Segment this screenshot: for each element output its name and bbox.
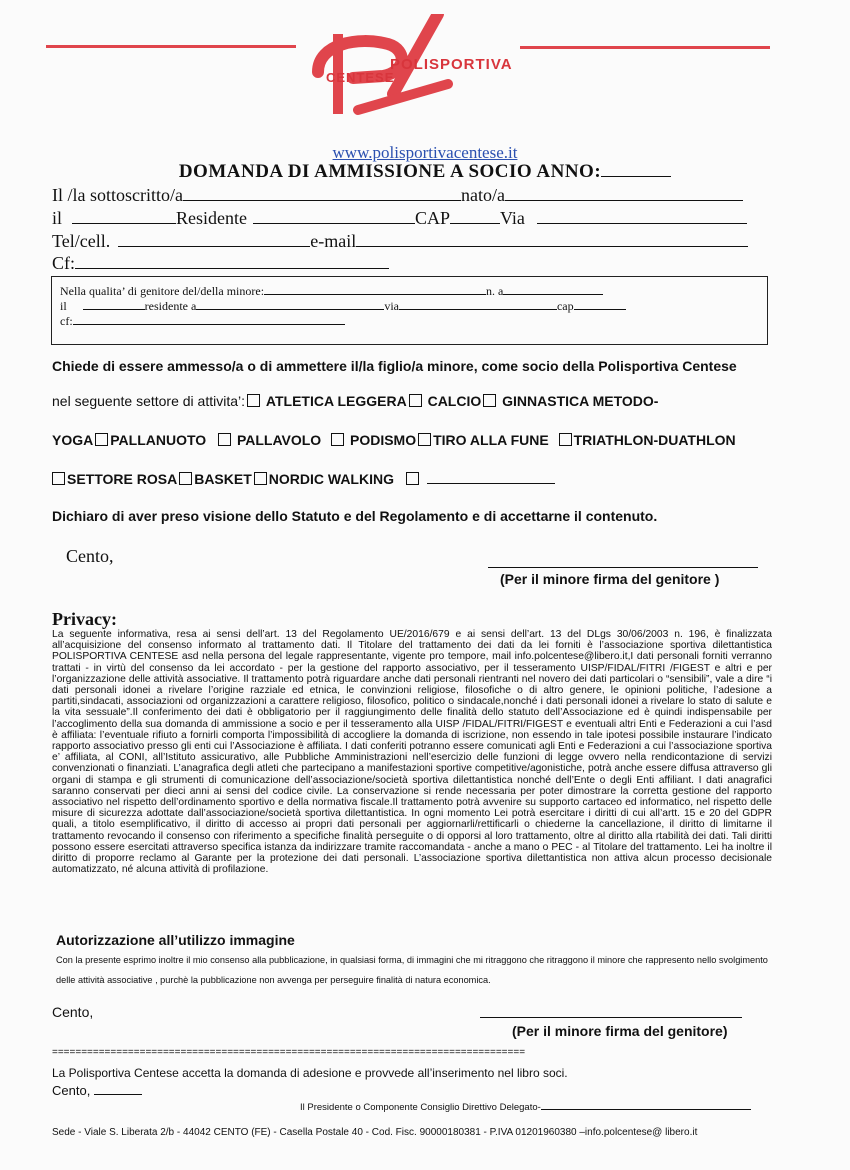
activity-basket: BASKET: [194, 471, 252, 487]
residence-label: Residente: [176, 208, 247, 228]
phone-field[interactable]: [118, 245, 310, 247]
president-signature: [300, 1102, 751, 1113]
activity-atletica: ATLETICA LEGGERA: [265, 393, 407, 409]
guardian-row-3: [60, 314, 345, 329]
minor-born-label: n. a: [486, 284, 504, 298]
minor-birthdate-field[interactable]: [83, 308, 145, 310]
activity-podismo: PODISMO: [349, 432, 417, 448]
residence-field[interactable]: [253, 222, 415, 224]
minor-birthdate-label: il: [60, 299, 67, 313]
checkbox-calcio[interactable]: [409, 394, 422, 407]
activity-tiro-fune: TIRO ALLA FUNE: [433, 432, 549, 448]
signature2-caption: (Per il minore firma del genitore): [512, 1023, 728, 1039]
website-link[interactable]: www.polisportivacentese.it: [332, 143, 518, 162]
privacy-text: La seguente informativa, resa ai sensi dell’art. 13 del Regolamento UE/2016/679 e ai sensi dell’art. 13 del DLgs 30/06/2003 n. 196, è finalizzata all’acquisizione del consenso informato al trattamento dati. Il Titolare del trattamento dei dati da lei forniti è l’associazione sportiva dilettantistica POLISPORTIVA CENTESE asd nella persona del legale rappresentante, vigente pro tempore, mail info.polcentese@libero.it,I dati personali forniti verranno trattati - in virtù del consenso da lei accordato - per la gestione del rapporto associativo, per il tesseramento UISP/FIDAL/FITRI /FIGEST e altri e per l’organizzazione delle attività associative. Il trattamento potrà riguardare anche dati personali rientranti nel novero dei dati particolari o “sensibili”, vale a dire “i dati personali idonei a rivelare l’origine razziale ed etnica, le convinzioni religiose, filosofiche o di altro genere, le opinioni politiche, l’adesione a partiti,sindacati, associazioni od organizzazioni a carattere religioso, filosofico, politico o sindacale,nonché i dati personali idonei a rivelare lo stato di salute e la vita sessuale”.Il conferimento dei dati è obbligatorio per il raggiungimento delle finalità dello statuto dell’Associazione ed è quindi indispensabile per l’accoglimento della sua domanda di ammissione a socio e per il tesseramento alla UISP /FIDAL/FITRI/FIGEST e eventuali altri Enti e Federazioni a cui l’asd è affiliata: l’eventuale rifiuto a fornirli comporta l’impossibilità di accogliere la domanda di iscrizione, non essendo in tale ipotesi possibile instaurare l’indicato rapporto associativo presso gli enti cui l’Associazione è affiliata. I dati conferiti potranno essere comunicati agli Enti e Federazioni a cui l’associazione sportiva e’ affiliata, al CONI, all’Istituto assicurativo, alle Pubbliche Amministrazioni nell’esercizio delle funzioni di legge ovvero nella rendicontazione di servizi convenzionati o finanziati. L’anagrafica degli atleti che partecipano a manifestazioni sportive competitive/agonistiche, potrà anche essere diffusa attraverso gli organi di stampa e gli strumenti di comunicazione dell’associazione/società sportiva dilettantistica nonché dell’Ente o degli Enti affiliant. I dati anagrafici saranno conservati per dieci anni ai sensi del codice civile. La conservazione si rende necessaria per poter dimostrare la corretta gestione del rapporto associativo nel rispetto dell’ordinamento sportivo e della normativa fiscale.Il trattamento potrà avvenire su supporto cartaceo ed informatico, nel rispetto delle misure di sicurezza adottate dall’associazione/società sportiva dilettantistica. In ogni momento Lei potrà esercitare i diritti di cui all’artt. 15 e 20 del GDPR quali, a titolo esemplificativo, il diritto di accesso ai propri dati personali per aggiornarli/rettificarli o chiederne la cancellazione, il diritto di limitarne il trattamento revocando il consenso con riferimento a specifiche finalità perseguite o di opporsi al loro trattamento, oltre al diritto alla rtabilità dei dati. Tali diritti possono essere esercitati attraverso specifica istanza da indirizzare tramite raccomandata - anche a mano o PEC - al Titolare del trattamento. Lei ha inoltre il diritto di proporre reclamo al Garante per la protezione dei dati personali. L’associazione sportiva dilettantistica non attiva alcun processo decisionale automatizzato, né alcuna attività di profilazione.: [52, 629, 772, 876]
minor-residence-label: residente a: [144, 299, 197, 313]
checkbox-tiro-fune[interactable]: [418, 433, 431, 446]
email-label: e-mail: [310, 231, 357, 251]
activity-pallanuoto: PALLANUOTO: [110, 432, 207, 448]
activity-ginnastica-start: GINNASTICA METODO-: [502, 393, 659, 409]
acceptance-text: La Polisportiva Centese accetta la domanda di adesione e provvede all’inserimento nel libro soci.: [52, 1066, 568, 1080]
svg-text:POLISPORTIVA: POLISPORTIVA: [390, 56, 513, 73]
guardian-quality-label: Nella qualita’ di genitore del/della minore:: [60, 284, 265, 298]
activity-nordic-walking: NORDIC WALKING: [268, 471, 394, 487]
undersigned-label: Il /la sottoscritto/a: [52, 185, 183, 205]
checkbox-podismo[interactable]: [331, 433, 344, 446]
row-cf: [52, 253, 389, 274]
row-contact: [52, 231, 748, 252]
row-residence: [52, 208, 747, 229]
checkbox-ginnastica[interactable]: [483, 394, 496, 407]
email-field[interactable]: [356, 245, 748, 247]
birthdate-field[interactable]: [72, 222, 176, 224]
declaration: Dichiaro di aver preso visione dello Statuto e del Regolamento e di accettarne il contenuto.: [52, 508, 658, 524]
minor-name-field[interactable]: [264, 293, 486, 295]
signature1-place: Cento,: [66, 546, 114, 566]
activities-line-1: [52, 393, 658, 409]
birthplace-field[interactable]: [505, 199, 743, 201]
birthdate-label: il: [52, 208, 63, 228]
header-rule-left: [46, 45, 296, 48]
cap-field[interactable]: [450, 222, 500, 224]
guardian-row-2: [60, 299, 626, 314]
cf-field[interactable]: [75, 267, 389, 269]
born-label: nato/a: [460, 185, 505, 205]
acceptance-place-label: Cento,: [52, 1083, 91, 1098]
polisportiva-logo: [298, 14, 528, 124]
row-name: [52, 185, 743, 206]
year-blank[interactable]: [601, 176, 671, 177]
activities-line-3: [52, 471, 555, 487]
request-line: Chiede di essere ammesso/a o di ammettere il/la figlio/a minore, come socio della Polisportiva Centese: [52, 358, 737, 374]
form-title: DOMANDA DI AMMISSIONE A SOCIO ANNO:: [0, 161, 850, 183]
svg-text:CENTESE: CENTESE: [326, 70, 395, 85]
separator: =================================================================================: [52, 1047, 526, 1058]
checkbox-settore-rosa[interactable]: [52, 472, 65, 485]
image-auth-text: Con la presente esprimo inoltre il mio consenso alla pubblicazione, in qualsiasi forma, di immagini che mi ritraggono che ritraggono il minore che rappresento nello svolgimento delle attività associative , purchè la pubblicazione non avvenga per perseguire finalità di natura economica.: [56, 955, 768, 985]
checkbox-other[interactable]: [406, 472, 419, 485]
minor-cap-field[interactable]: [574, 308, 626, 310]
acceptance-date-field[interactable]: [94, 1093, 142, 1095]
signature1-line[interactable]: [488, 566, 758, 568]
guardian-row-1: [60, 284, 603, 299]
minor-cf-label: cf:: [60, 314, 73, 328]
cap-label: CAP: [415, 208, 451, 228]
checkbox-pallavolo[interactable]: [218, 433, 231, 446]
privacy-title: Privacy:: [52, 609, 117, 629]
minor-birthplace-field[interactable]: [503, 293, 603, 295]
acceptance-place: [52, 1083, 142, 1098]
sector-prefix: nel seguente settore di attivita’:: [52, 393, 246, 409]
checkbox-basket[interactable]: [179, 472, 192, 485]
header-rule-right: [520, 46, 770, 49]
activity-pallavolo: PALLAVOLO: [236, 432, 322, 448]
minor-via-label: via: [384, 299, 399, 313]
activity-triathlon: TRIATHLON-DUATHLON: [573, 432, 736, 448]
minor-residence-field[interactable]: [196, 308, 384, 310]
footer-address: Sede - Viale S. Liberata 2/b - 44042 CENTO (FE) - Casella Postale 40 - Cod. Fisc. 90000180381 - P.IVA 01201960380 –info.polcentese@ libero.it: [52, 1127, 698, 1138]
via-label: Via: [500, 208, 525, 228]
activity-ginnastica-end: YOGA: [52, 432, 94, 448]
image-auth-title: Autorizzazione all’utilizzo immagine: [56, 932, 295, 948]
signature2-place: Cento,: [52, 1004, 94, 1020]
checkbox-pallanuoto[interactable]: [95, 433, 108, 446]
checkbox-atletica[interactable]: [247, 394, 260, 407]
activity-settore-rosa: SETTORE ROSA: [67, 471, 178, 487]
activity-calcio: CALCIO: [427, 393, 482, 409]
president-label: Il Presidente o Componente Consiglio Direttivo Delegato-: [300, 1102, 541, 1113]
minor-via-field[interactable]: [399, 308, 557, 310]
other-activity-field[interactable]: [427, 482, 555, 484]
minor-cap-label: cap: [556, 299, 574, 313]
signature1-caption: (Per il minore firma del genitore ): [500, 571, 720, 587]
cf-label: Cf:: [52, 253, 76, 273]
signature2-line[interactable]: [480, 1016, 742, 1018]
via-field[interactable]: [537, 222, 747, 224]
checkbox-nordic-walking[interactable]: [254, 472, 267, 485]
checkbox-triathlon[interactable]: [559, 433, 572, 446]
activities-line-2: [52, 432, 736, 448]
name-field[interactable]: [183, 199, 461, 201]
president-signature-field[interactable]: [541, 1108, 751, 1110]
minor-cf-field[interactable]: [73, 323, 345, 325]
phone-label: Tel/cell.: [52, 231, 111, 251]
guardian-box: [51, 276, 768, 345]
